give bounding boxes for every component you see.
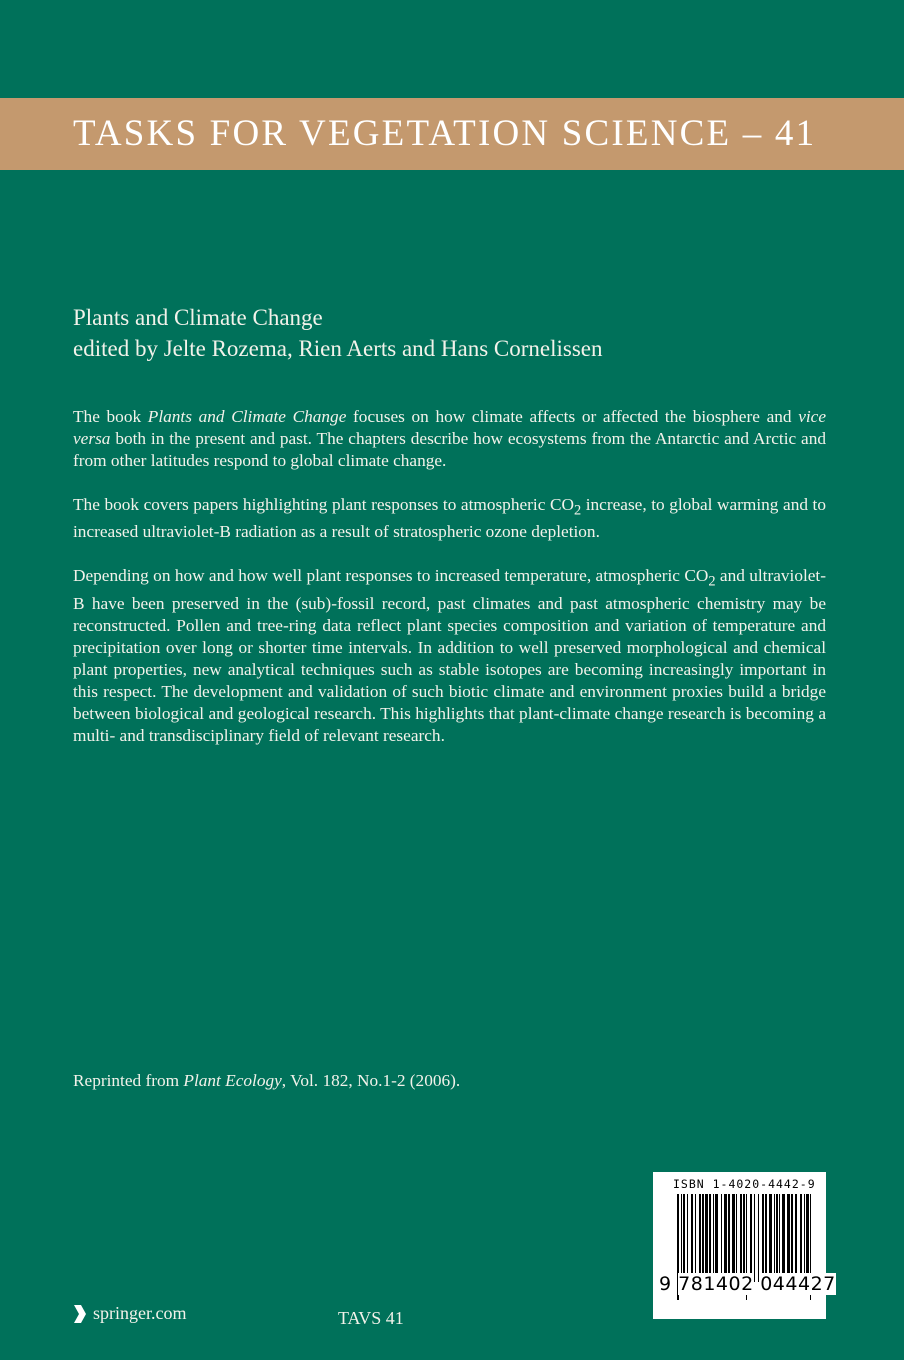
subscript: 2 <box>573 502 582 519</box>
barcode-bar <box>804 1194 805 1282</box>
barcode-bar <box>800 1194 802 1282</box>
subscript: 2 <box>708 573 716 590</box>
barcode-bar <box>762 1194 764 1282</box>
text: Depending on how and how well plant responses to increased temperature, atmospheric CO <box>73 566 709 586</box>
barcode-bar <box>713 1194 714 1282</box>
chevron-right-icon <box>73 1304 87 1324</box>
barcode-bar <box>791 1194 793 1282</box>
text: focuses on how climate affects or affected the biosphere and <box>346 407 799 426</box>
barcode-bar <box>740 1194 742 1282</box>
text: both in the present and past. The chapters describe how ecosystems from the Antarctic and Arctic and from other latitudes respond to global climate change. <box>73 429 826 470</box>
barcode-bar <box>782 1194 785 1282</box>
paragraph-1 <box>73 406 826 472</box>
barcode-bar <box>687 1194 688 1282</box>
barcode-bar <box>774 1194 775 1282</box>
paragraph-3 <box>73 565 826 746</box>
barcode-bar <box>758 1194 759 1282</box>
barcode-bar <box>787 1194 790 1282</box>
title-block <box>73 302 603 364</box>
barcode-bar <box>795 1194 797 1282</box>
barcode-bar <box>702 1194 704 1282</box>
publisher-url: springer.com <box>93 1303 187 1323</box>
barcode-bar <box>721 1194 722 1282</box>
reprint-note <box>73 1071 460 1091</box>
barcode-bar <box>699 1194 701 1282</box>
barcode-bar <box>681 1194 682 1282</box>
paragraph-2 <box>73 494 826 543</box>
barcode-bar <box>709 1194 711 1282</box>
journal-name: Plant Ecology <box>183 1071 282 1090</box>
barcode-bar <box>754 1194 755 1282</box>
barcode-bar <box>683 1194 685 1282</box>
barcode-bar <box>715 1194 718 1282</box>
barcode-box <box>653 1172 836 1319</box>
series-title: TASKS FOR VEGETATION SCIENCE – 41 <box>73 113 817 154</box>
barcode-bar <box>806 1194 809 1282</box>
ean-left: 781402 <box>678 1273 754 1295</box>
barcode-bar <box>736 1194 737 1282</box>
barcode-bar <box>732 1194 735 1282</box>
barcode-bar <box>765 1194 767 1282</box>
barcode-bar <box>728 1194 730 1282</box>
barcode-bar <box>724 1194 727 1282</box>
book-title: Plants and Climate Change <box>73 305 323 330</box>
text: The book covers papers highlighting plant responses to atmospheric CO <box>73 495 574 514</box>
barcode-bar <box>776 1194 778 1282</box>
editors: edited by Jelte Rozema, Rien Aerts and Hans Cornelissen <box>73 336 603 361</box>
series-code: TAVS 41 <box>338 1308 404 1328</box>
barcode-bar <box>691 1194 693 1282</box>
barcode-bar <box>750 1194 752 1282</box>
description <box>73 406 826 769</box>
text: , Vol. 182, No.1-2 (2006). <box>281 1071 461 1090</box>
ean-number <box>659 1273 836 1295</box>
barcode-bar <box>743 1194 745 1282</box>
isbn-label: ISBN 1-4020-4442-9 <box>673 1177 816 1191</box>
publisher-link[interactable] <box>73 1303 186 1324</box>
book-title-italic: Plants and Climate Change <box>147 407 347 426</box>
barcode-bar <box>695 1194 696 1282</box>
ean-first: 9 <box>659 1273 672 1295</box>
vice-versa-italic: vice versa <box>73 407 827 448</box>
text: The book <box>73 407 148 426</box>
text: increase, to global warming and to increased ultraviolet-B radiation as a result of stratospheric ozone depletion. <box>73 495 826 542</box>
ean-right: 044427 <box>760 1273 836 1295</box>
barcode-bar <box>769 1194 772 1282</box>
text: and ultraviolet-B have been preserved in the (sub)-fossil record, past climates and past atmospheric chemistry may be reconstructed. Pollen and tree-ring data reflect plant species composition and variation of temperature and precipitation over long or shorter time intervals. In addition to well preserved morphological and chemical plant properties, new analytical techniques such as stable isotopes are becoming increasingly important in this respect. The development and validation of such biotic climate and environment proxies build a bridge between biological and geological research. This highlights that plant-climate change research is becoming a multi- and transdisciplinary field of relevant research. <box>73 566 826 745</box>
text: Reprinted from <box>73 1071 184 1090</box>
barcode-bar <box>705 1194 708 1282</box>
barcode-bar <box>779 1194 780 1282</box>
